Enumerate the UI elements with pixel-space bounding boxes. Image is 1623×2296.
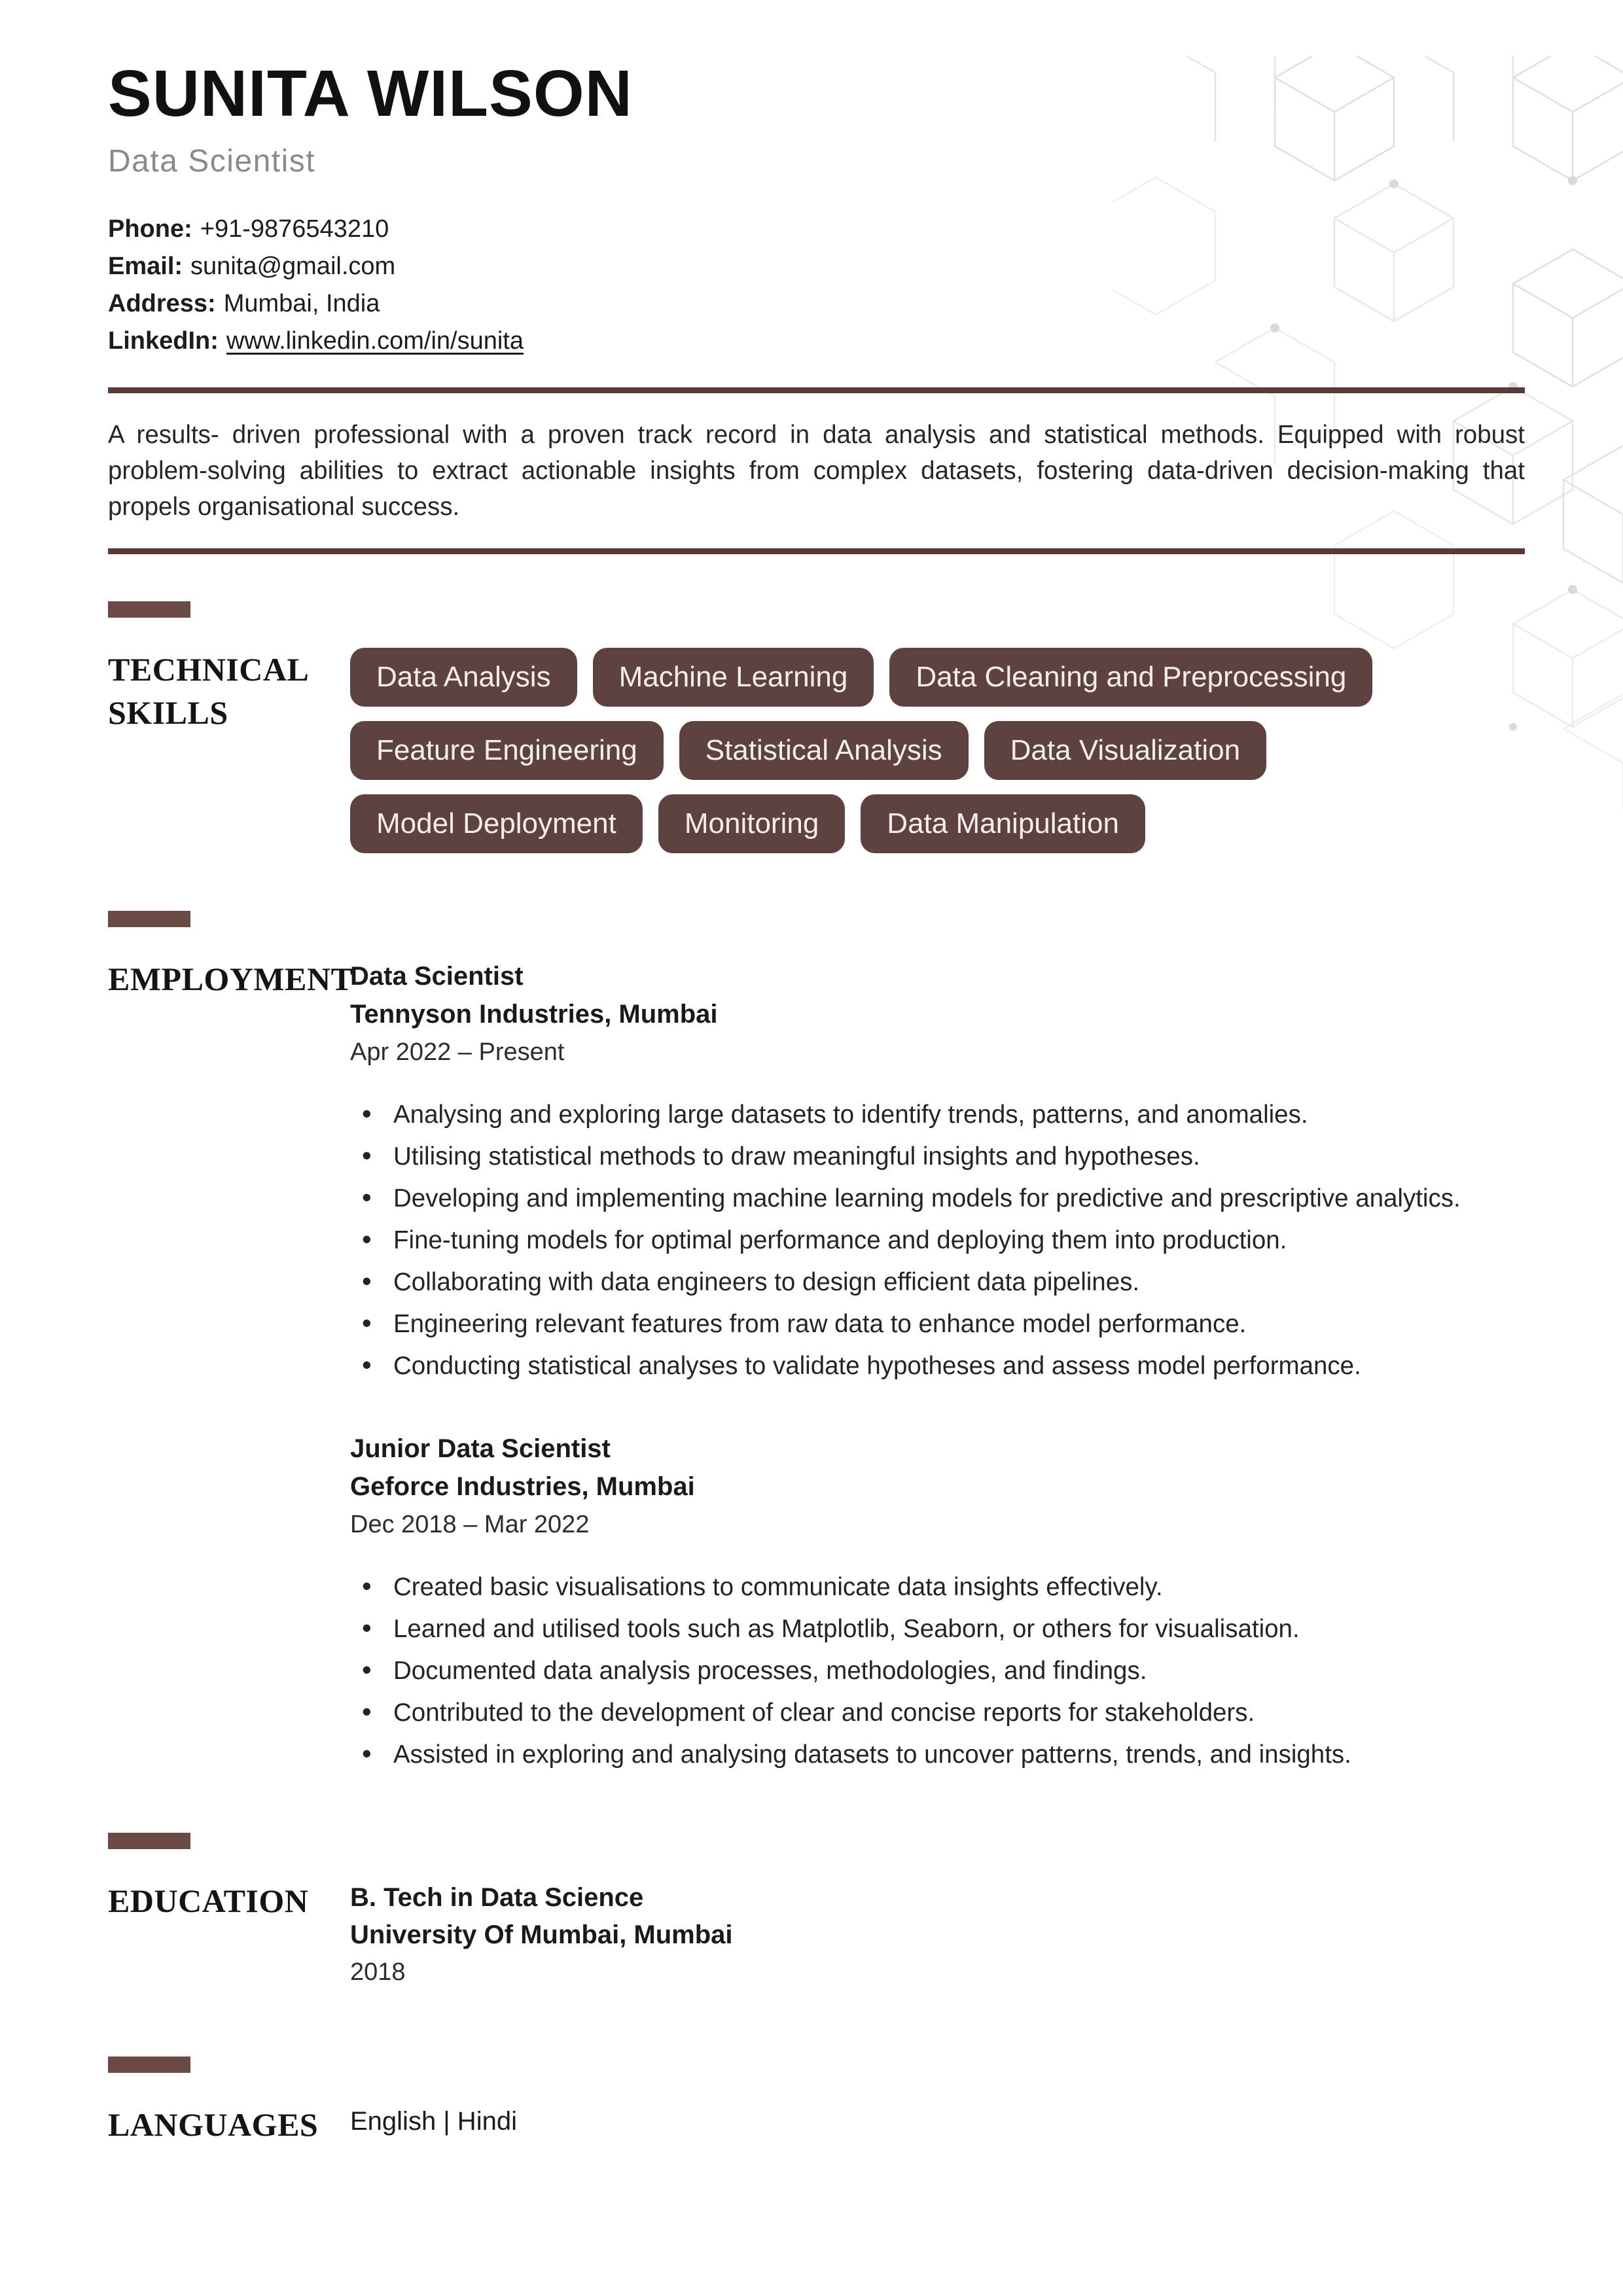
job-entry [350,1430,1525,1771]
job-entry [350,957,1525,1383]
job-bullet: • Created basic visualisations to communicate data insights effectively. [350,1571,1525,1604]
job-bullet: • Developing and implementing machine learning models for predictive and prescriptive analytics. [350,1182,1525,1215]
job-bullet: • Fine-tuning models for optimal performance and deploying them into production. [350,1224,1525,1257]
contact-linkedin [108,323,1525,360]
job-dates: Dec 2018 – Mar 2022 [350,1511,590,1538]
section-marker [108,911,190,927]
skills-pill-list [350,648,1525,853]
education-degree: B. Tech in Data Science [350,1883,644,1912]
divider-bottom [108,548,1525,554]
email-value: sunita@gmail.com [190,253,396,280]
section-marker [108,601,190,618]
linkedin-link[interactable]: www.linkedin.com/in/sunita [226,327,524,355]
languages-value: English | Hindi [350,2107,517,2136]
education-heading: EDUCATION [108,1882,309,1919]
job-bullet: • Conducting statistical analyses to validate hypotheses and assess model performance. [350,1350,1525,1383]
skill-pill: Machine Learning [593,648,874,707]
job-company: Geforce Industries, Mumbai [350,1472,695,1501]
skill-pill: Feature Engineering [350,721,664,780]
job-title: Junior Data Scientist [350,1434,611,1463]
skill-pill: Monitoring [658,794,845,853]
address-label: Address: [108,290,216,317]
education-school: University Of Mumbai, Mumbai [350,1920,733,1949]
job-bullet: • Contributed to the development of clear and concise reports for stakeholders. [350,1697,1525,1729]
job-company: Tennyson Industries, Mumbai [350,1000,718,1029]
person-name: SUNITA WILSON [108,57,633,130]
skill-pill: Data Cleaning and Preprocessing [889,648,1372,707]
job-bullet-list [350,1571,1525,1771]
job-bullet: • Collaborating with data engineers to design efficient data pipelines. [350,1266,1525,1299]
skill-pill: Data Visualization [984,721,1266,780]
job-bullet: • Documented data analysis processes, methodologies, and findings. [350,1655,1525,1687]
languages-heading: LANGUAGES [108,2106,319,2143]
email-label: Email: [108,253,183,280]
employment-heading: EMPLOYMENT [108,961,353,997]
skill-pill: Model Deployment [350,794,643,853]
professional-summary: A results- driven professional with a proven track record in data analysis and statistical methods. Equipped with robust problem-solving abilities to extract actionable insights from complex datasets, fostering data-driven decision-making that propels organisational success. [108,421,1525,521]
education-year: 2018 [350,1958,406,1986]
phone-label: Phone: [108,215,192,243]
section-languages [108,2057,1525,2146]
job-bullet: • Assisted in exploring and analysing datasets to uncover patterns, trends, and insights. [350,1739,1525,1771]
phone-value: +91-9876543210 [200,215,389,243]
section-skills [108,601,1525,853]
job-bullet-list [350,1099,1525,1383]
divider-top [108,387,1525,393]
contact-block [108,211,1525,360]
skill-pill: Statistical Analysis [679,721,969,780]
job-bullet: • Utilising statistical methods to draw meaningful insights and hypotheses. [350,1140,1525,1173]
education-content [350,1879,1525,1991]
linkedin-label: LinkedIn: [108,327,219,355]
contact-email [108,248,1525,285]
employment-content [350,957,1525,1780]
skill-pill: Data Manipulation [861,794,1145,853]
section-marker [108,1833,190,1849]
skill-pill: Data Analysis [350,648,577,707]
skills-heading: TECHNICAL SKILLS [108,651,308,731]
job-bullet: • Learned and utilised tools such as Matplotlib, Seaborn, or others for visualisation. [350,1613,1525,1646]
job-title-subtitle: Data Scientist [108,144,316,179]
job-title: Data Scientist [350,962,524,991]
address-value: Mumbai, India [223,290,380,317]
job-bullet: • Engineering relevant features from raw data to enhance model performance. [350,1308,1525,1341]
contact-phone [108,211,1525,248]
contact-address [108,285,1525,323]
resume-page [0,56,1623,2146]
job-bullet: • Analysing and exploring large datasets to identify trends, patterns, and anomalies. [350,1099,1525,1131]
section-employment [108,911,1525,1780]
job-dates: Apr 2022 – Present [350,1038,565,1066]
section-education [108,1833,1525,1991]
section-marker [108,2057,190,2073]
